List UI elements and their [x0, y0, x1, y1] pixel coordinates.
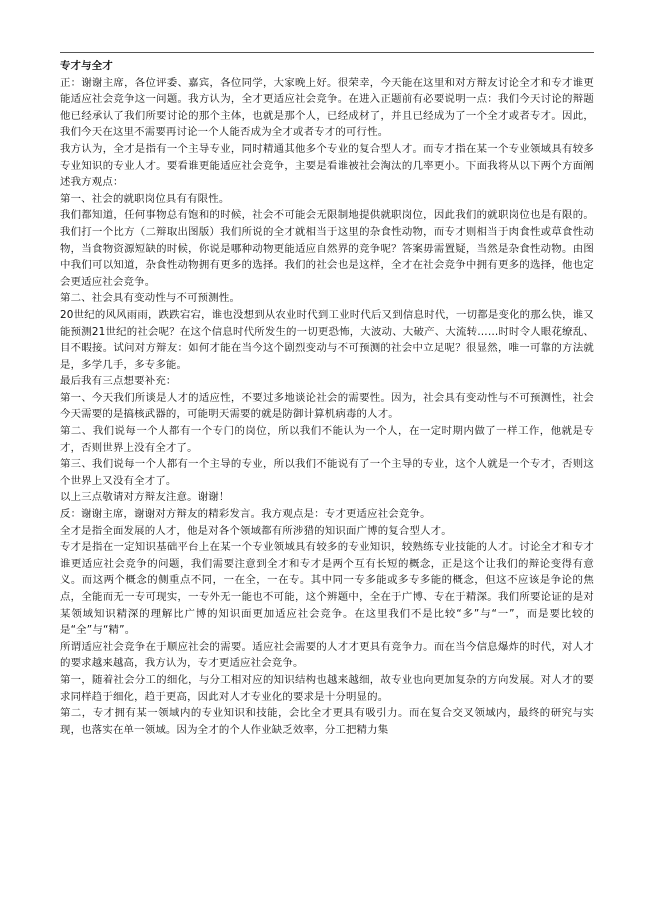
- paragraph: 最后我有三点想要补充：: [60, 375, 177, 388]
- document-page: [60, 52, 594, 738]
- document-title: 专才与全才: [60, 60, 113, 72]
- paragraph: 第一、社会的就职岗位具有有限性。: [60, 192, 230, 205]
- paragraph: 第一、今天我们所谈是人才的适应性，不要过多地谈论社会的需要性。因为，社会具有变动性与不可预测性，社会今天需要的是搞核武器的，可能明天需要的就是防御计算机病毒的人才。: [60, 391, 594, 421]
- paragraph: 第二，专才拥有某一领域内的专业知识和技能，会比全才更具有吸引力。而在复合交叉领域内，最终的研究与实现，也落实在单一领域。因为全才的个人作业缺乏效率，分工把精力集: [60, 707, 594, 736]
- paragraph: 正：谢谢主席，各位评委、嘉宾，各位同学，大家晚上好。很荣幸，今天能在这里和对方辩友讨论全才和专才谁更能适应社会竞争这一问题。我方认为，全才更适应社会竞争。在进入正题前有必要说明一点：我们今天讨论的辩题他已经承认了我们所要讨论的那个主体，也就是那个人，已经成材了，并且已经成为了一个全才或者专才。因此，我们今天在这里不需要再讨论一个人能否成为全才或者专才的可行性。: [60, 76, 594, 139]
- paragraph: 所谓适应社会竞争在于顺应社会的需要。适应社会需要的人才才更具有竞争力。而在当今信息爆炸的时代，对人才的要求越来越高，我方认为，专才更适应社会竞争。: [60, 640, 594, 670]
- paragraph: 全才是指全面发展的人才，他是对各个领域都有所涉猎的知识面广博的复合型人才。: [60, 524, 452, 537]
- paragraph: 反：谢谢主席，谢谢对方辩友的精彩发言。我方观点是：专才更适应社会竞争。: [60, 508, 431, 521]
- paragraph: 第一，随着社会分工的细化，与分工相对应的知识结构也越来越细，故专业也向更加复杂的方向发展。对人才的要求同样趋于细化，趋于更高，因此对人才专业化的要求是十分明显的。: [60, 673, 594, 703]
- paragraph: 20世纪的风风雨雨，跌跌宕宕，谁也没想到从农业时代到工业时代后又到信息时代，一切都是变化的那么快，谁又能预测21世纪的社会呢？在这个信息时代所发生的一切更恐怖，大波动、大破产、大流转……时时令人眼花缭乱、目不暇接。试问对方辩友：如何才能在当今这个剧烈变动与不可预测的社会中立足呢？很显然，唯一可靠的方法就是，多学几手，多专多能。: [60, 308, 594, 371]
- paragraph: 第二、社会具有变动性与不可预测性。: [60, 292, 241, 305]
- paragraph: 我们都知道，任何事物总有饱和的时候，社会不可能会无限制地提供就职岗位，因此我们的就职岗位也是有限的。我们打一个比方（二辩取出图版）我们所说的全才就相当于这里的杂食性动物，而专才则相当于肉食性或草食性动物，当食物资源短缺的时候，你说是哪种动物更能适应自然界的竞争呢？答案毋需置疑，当然是杂食性动物。由图中我们可以知道，杂食性动物拥有更多的选择。我们的社会也是这样，全才在社会竞争中拥有更多的选择，他也定会更适应社会竞争。: [60, 209, 594, 288]
- header-rule: [60, 52, 594, 53]
- paragraph: 第三、我们说每一个人都有一个主导的专业，所以我们不能说有了一个主导的专业，这个人就是一个专才，否则这个世界上又没有全才了。: [60, 458, 594, 487]
- paragraph: 我方认为，全才是指有一个主导专业，同时精通其他多个专业的复合型人才。而专才指在某一个专业领域具有较多专业知识的专业人才。要看谁更能适应社会竞争，主要是看谁被社会淘汰的几率更小。下面我将从以下两个方面阐述我方观点：: [60, 142, 594, 189]
- paragraph: 第二、我们说每一个人都有一个专门的岗位，所以我们不能认为一个人，在一定时期内做了一样工作，他就是专才，否则世界上没有全才了。: [60, 425, 594, 454]
- paragraph: 专才是指在一定知识基础平台上在某一个专业领域具有较多的专业知识，较熟练专业技能的人才。讨论全才和专才谁更适应社会竞争的问题，我们需要注意到全才和专才是两个互有长短的概念，正是这个让我们的辩论变得有意义。而这两个概念的侧重点不同，一在全，一在专。其中同一专多能或多专多能的概念，但这不应该是争论的焦点，全能而无一专可现实，一专外无一能也不可能，这个辨题中，全在于广博、专在于精深。我们所要论证的是对某领域知识精深的理解比广博的知识面更加适应社会竞争。在这里我们不是比较“多”与“一”，而是要比较的是“全”与“精”。: [60, 541, 594, 637]
- paragraph: 以上三点敬请对方辩友注意。谢谢！: [60, 491, 230, 504]
